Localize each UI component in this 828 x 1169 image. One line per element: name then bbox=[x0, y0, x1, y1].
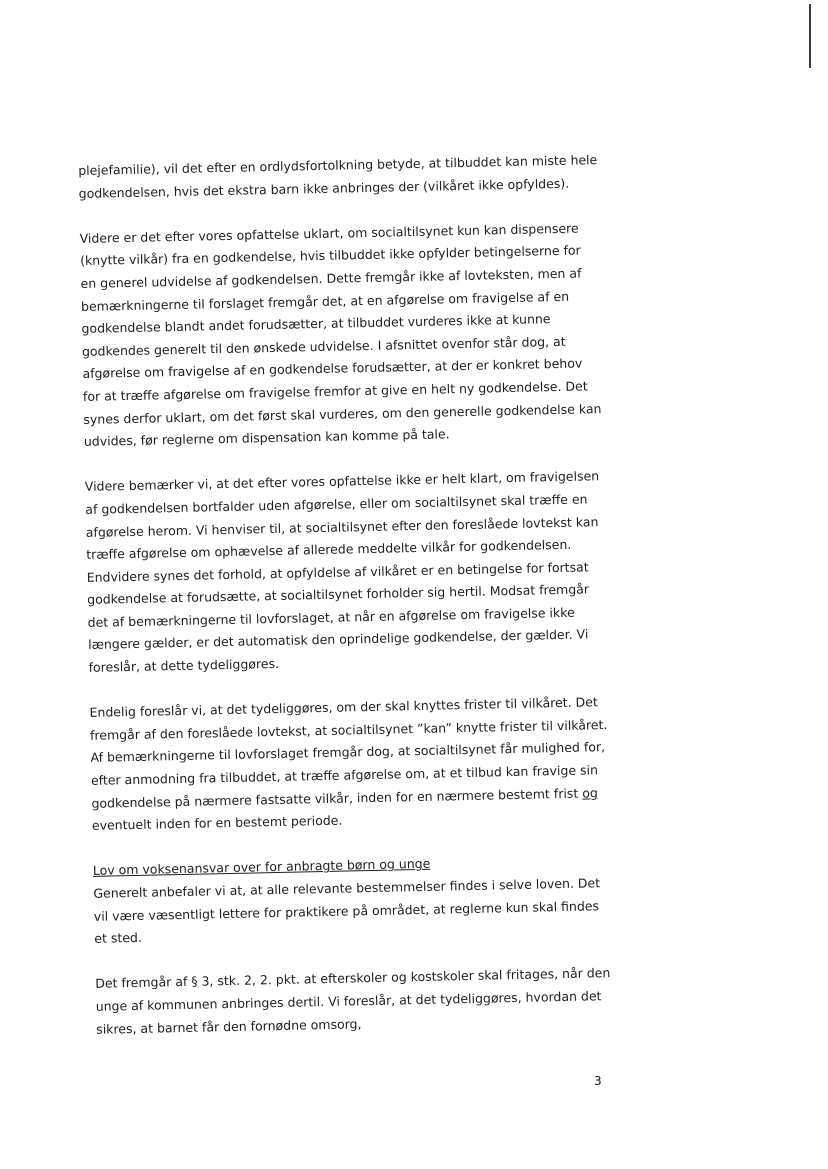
paragraph-3: Videre bemærker vi, at det efter vores opfattelse ikke er helt klart, om fravigelsen af godkendelsen bortfalder uden afgørelse, eller om socialtilsynet skal træffe en afgørelse herom. Vi henviser til, at socialtilsynet efter den foreslåede lovtekst kan træffe afgørelse om ophævelse af allerede meddelte vilkår for godkendelsen. Endvidere synes det forhold, at opfyldelse af vilkåret er en betingelse for fortsat godkendelse at forudsætte, at socialtilsynet forholder sig hertil. Modsat fremgår det af bemærkningerne til lovforslaget, at når en afgørelse om fravigelse ikke længere gælder, er det automatisk den oprindelige godkendelse, der gælder. Vi foreslår, at dette tydeliggøres. bbox=[84, 468, 600, 675]
section-paragraph-1: Generelt anbefaler vi at, at alle relevante bestemmelser findes i selve loven. Det vil være væsentligt lettere for praktikere på området, at reglerne kun skal findes et sted. bbox=[93, 875, 601, 947]
paragraph-4-text: Endelig foreslår vi, at det tydeliggøres, om der skal knyttes frister til vilkåret. Det fremgår af den foreslåede lovtekst, at socialtilsynet ”kan” knytte frister til vilkåret. Af bemærkningerne til lovforslaget fremgår dog, at socialtilsynet får mulighed for, efter anmodning fra tilbuddet, at træffe afgørelse om, at et tilbud kan fravige sin godkendelse på nærmere fastsatte vilkår, inden for en nærmere bestemt frist bbox=[89, 694, 608, 811]
body-text bbox=[78, 149, 617, 1063]
paragraph-4 bbox=[89, 691, 612, 837]
underlined-word: og bbox=[582, 784, 598, 801]
section-heading: Lov om voksenansvar over for anbragte børn og unge bbox=[92, 856, 431, 879]
page-number: 3 bbox=[594, 1074, 602, 1088]
paragraph-2: Videre er det efter vores opfattelse uklart, om socialtilsynet kun kan dispensere (knytte vilkår) fra en godkendelse, hvis tilbuddet ikke opfylder betingelserne for en generel udvidelse af godkendelsen. Dette fremgår ikke af lovteksten, men af bemærkningerne til forslaget fremgår det, at en afgørelse om fravigelse af en godkendelse blandt andet forudsætter, at tilbuddet vurderes ikke at kunne godkendes generelt til den ønskede udvidelse. I afsnittet ovenfor står dog, at afgørelse om fravigelse af en godkendelse forudsætter, at der er konkret behov for at træffe afgørelse om fravigelse fremfor at give en helt ny godkendelse. Det synes derfor uklart, om det først skal vurderes, om den generelle godkendelse kan udvides, før reglerne om dispensation kan komme på tale. bbox=[79, 220, 602, 450]
section-paragraph-2: Det fremgår af § 3, stk. 2, 2. pkt. at efterskoler og kostskoler skal fritages, når den unge af kommunen anbringes dertil. Vi foreslår, at det tydeliggøres, hvordan det sikres, at barnet får den fornødne omsorg, bbox=[95, 965, 611, 1037]
paragraph-4-end: eventuelt inden for en bestemt periode. bbox=[91, 812, 343, 834]
scan-edge-line bbox=[809, 4, 811, 68]
paragraph-1: plejefamilie), vil det efter en ordlydsfortolkning betyde, at tilbuddet kan miste hele godkendelsen, hvis det ekstra barn ikke anbringes der (vilkåret ikke opfyldes). bbox=[78, 152, 598, 201]
